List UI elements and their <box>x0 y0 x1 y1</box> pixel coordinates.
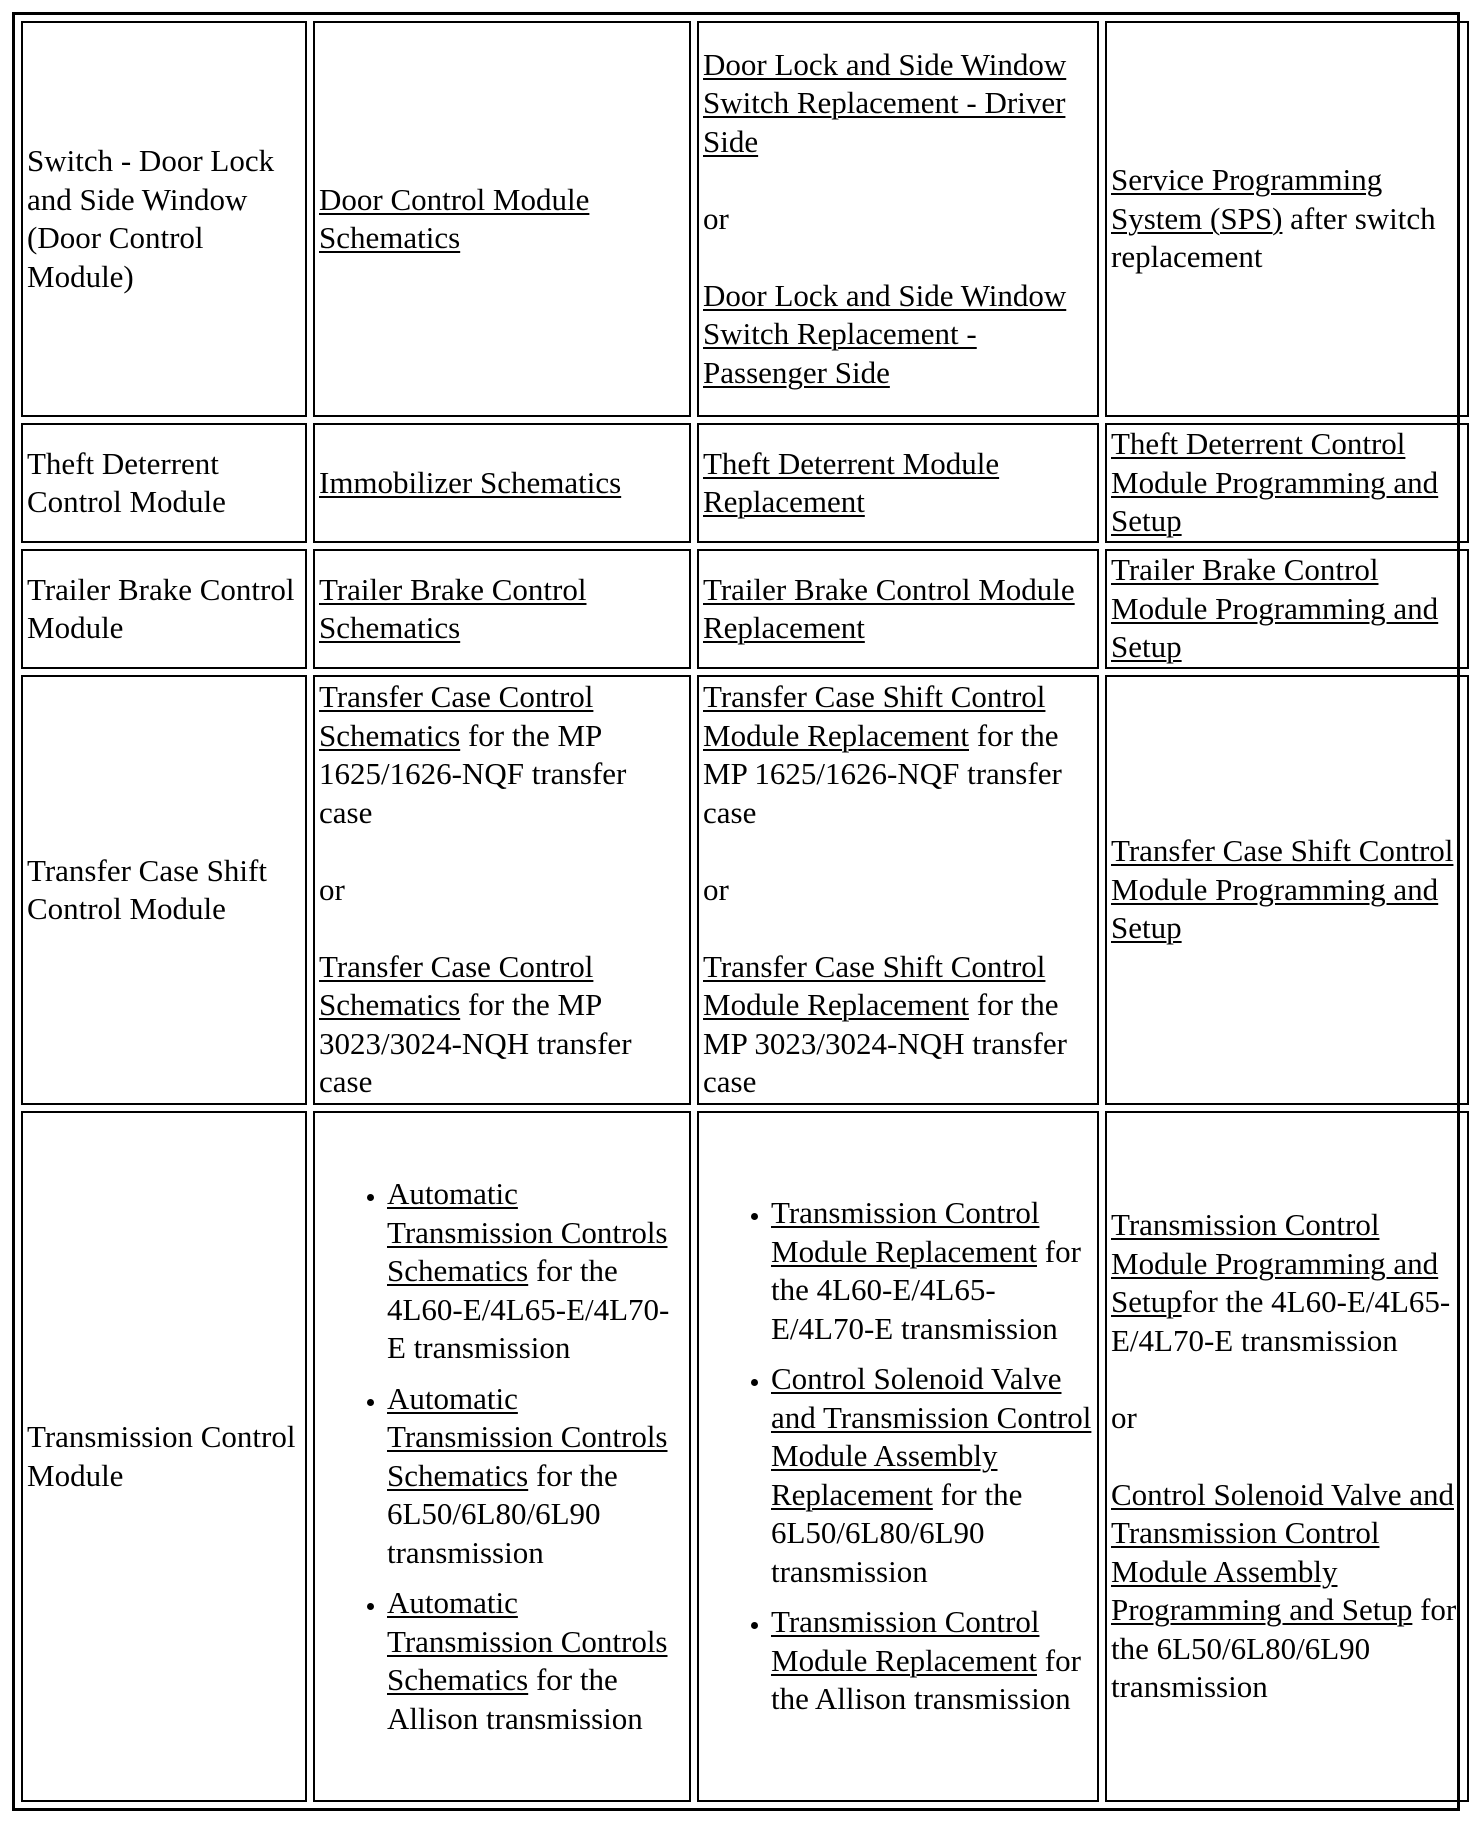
component-name: Transmission Control Module <box>27 1419 296 1493</box>
schematics-link[interactable]: Automatic Transmission Controls Schematics <box>387 1380 668 1493</box>
replacement-link[interactable]: Door Lock and Side Window Switch Replacement - Passenger Side <box>703 277 1067 390</box>
table-row <box>21 549 1469 669</box>
component-name: Trailer Brake Control Module <box>27 571 295 645</box>
schematics-text: for the Allison transmission <box>387 1662 643 1736</box>
replacement-link[interactable]: Control Solenoid Valve and Transmission Control Module Assembly Replacement <box>771 1361 1092 1512</box>
programming-link[interactable]: Service Programming System (SPS) <box>1111 162 1383 236</box>
list-item <box>771 1360 1095 1591</box>
schematics-text: for the 4L60-E/4L65-E/4L70-E transmission <box>387 1253 670 1365</box>
schematics-cell <box>313 549 691 669</box>
replacement-text: for the MP 1625/1626-NQF transfer case <box>703 717 1062 830</box>
programming-cell <box>1105 675 1469 1105</box>
replacement-link[interactable]: Transmission Control Module Replacement <box>771 1604 1040 1678</box>
table-row <box>21 423 1469 543</box>
module-table <box>15 15 1472 1808</box>
schematics-cell <box>313 423 691 543</box>
programming-link[interactable]: Control Solenoid Valve and Transmission Control Module Assembly Programming and Setup <box>1111 1476 1454 1628</box>
replacement-link[interactable]: Theft Deterrent Module Replacement <box>703 445 1000 519</box>
table-row <box>21 21 1469 417</box>
replacement-link[interactable]: Transmission Control Module Replacement <box>771 1195 1040 1269</box>
component-cell <box>21 1111 307 1802</box>
programming-cell <box>1105 1111 1469 1802</box>
schematics-text: for the MP 3023/3024-NQH transfer case <box>319 987 632 1100</box>
table-frame <box>12 12 1460 1811</box>
replacement-text: for the 6L50/6L80/6L90 transmission <box>771 1476 1023 1589</box>
programming-link[interactable]: Trailer Brake Control Module Programming and Setup <box>1111 552 1439 665</box>
schematics-link[interactable]: Transfer Case Control Schematics <box>319 948 594 1023</box>
replacement-link[interactable]: Transfer Case Shift Control Module Replacement <box>703 679 1046 753</box>
programming-cell <box>1105 549 1469 669</box>
list-item <box>387 1584 687 1738</box>
schematics-link[interactable]: Immobilizer Schematics <box>319 464 622 500</box>
replacement-text: for the 4L60-E/4L65-E/4L70-E transmission <box>771 1233 1081 1346</box>
component-name: Theft Deterrent Control Module <box>27 445 226 519</box>
replacement-link[interactable]: Transfer Case Shift Control Module Replacement <box>703 948 1046 1023</box>
table-row <box>21 1111 1469 1802</box>
schematics-link[interactable]: Automatic Transmission Controls Schematics <box>387 1585 668 1697</box>
programming-cell <box>1105 423 1469 543</box>
component-cell <box>21 21 307 417</box>
or-text: or <box>703 200 729 236</box>
schematics-text: for the 6L50/6L80/6L90 transmission <box>387 1457 618 1570</box>
table-row <box>21 675 1469 1105</box>
replacement-text: for the MP 3023/3024-NQH transfer case <box>703 987 1067 1100</box>
programming-link[interactable]: Transmission Control Module Programming and Setup <box>1111 1207 1439 1320</box>
programming-link[interactable]: Theft Deterrent Control Module Programming and Setup <box>1111 426 1439 539</box>
replacement-cell <box>697 1111 1099 1802</box>
programming-text: for the 4L60-E/4L65-E/4L70-E transmission <box>1111 1284 1451 1358</box>
list-item <box>387 1175 687 1368</box>
schematics-link[interactable]: Trailer Brake Control Schematics <box>319 571 587 645</box>
or-text: or <box>319 871 345 907</box>
component-name: Switch - Door Lock and Side Window (Door Control Module) <box>27 143 275 294</box>
list-item <box>771 1194 1095 1348</box>
or-text: or <box>1111 1399 1137 1435</box>
programming-text: after switch replacement <box>1111 200 1436 275</box>
schematics-list <box>319 1175 687 1738</box>
component-cell <box>21 423 307 543</box>
component-cell <box>21 549 307 669</box>
replacement-cell <box>697 423 1099 543</box>
schematics-link[interactable]: Automatic Transmission Controls Schematics <box>387 1176 668 1288</box>
replacement-text: for the Allison transmission <box>771 1642 1081 1717</box>
or-text: or <box>703 871 729 907</box>
programming-text: for the 6L50/6L80/6L90 transmission <box>1111 1592 1457 1705</box>
replacement-link[interactable]: Trailer Brake Control Module Replacement <box>703 571 1075 645</box>
list-item <box>771 1603 1095 1719</box>
schematics-cell <box>313 1111 691 1802</box>
schematics-text: for the MP 1625/1626-NQF transfer case <box>319 717 627 830</box>
replacement-cell <box>697 549 1099 669</box>
component-cell <box>21 675 307 1105</box>
schematics-cell <box>313 21 691 417</box>
programming-cell <box>1105 21 1469 417</box>
schematics-cell <box>313 675 691 1105</box>
replacement-list <box>703 1194 1095 1719</box>
replacement-link[interactable]: Door Lock and Side Window Switch Replacement - Driver Side <box>703 46 1067 159</box>
replacement-cell <box>697 21 1099 417</box>
programming-link[interactable]: Transfer Case Shift Control Module Programming and Setup <box>1111 833 1454 946</box>
schematics-link[interactable]: Door Control Module Schematics <box>319 181 590 255</box>
schematics-link[interactable]: Transfer Case Control Schematics <box>319 679 594 753</box>
component-name: Transfer Case Shift Control Module <box>27 852 267 926</box>
replacement-cell <box>697 675 1099 1105</box>
list-item <box>387 1380 687 1573</box>
